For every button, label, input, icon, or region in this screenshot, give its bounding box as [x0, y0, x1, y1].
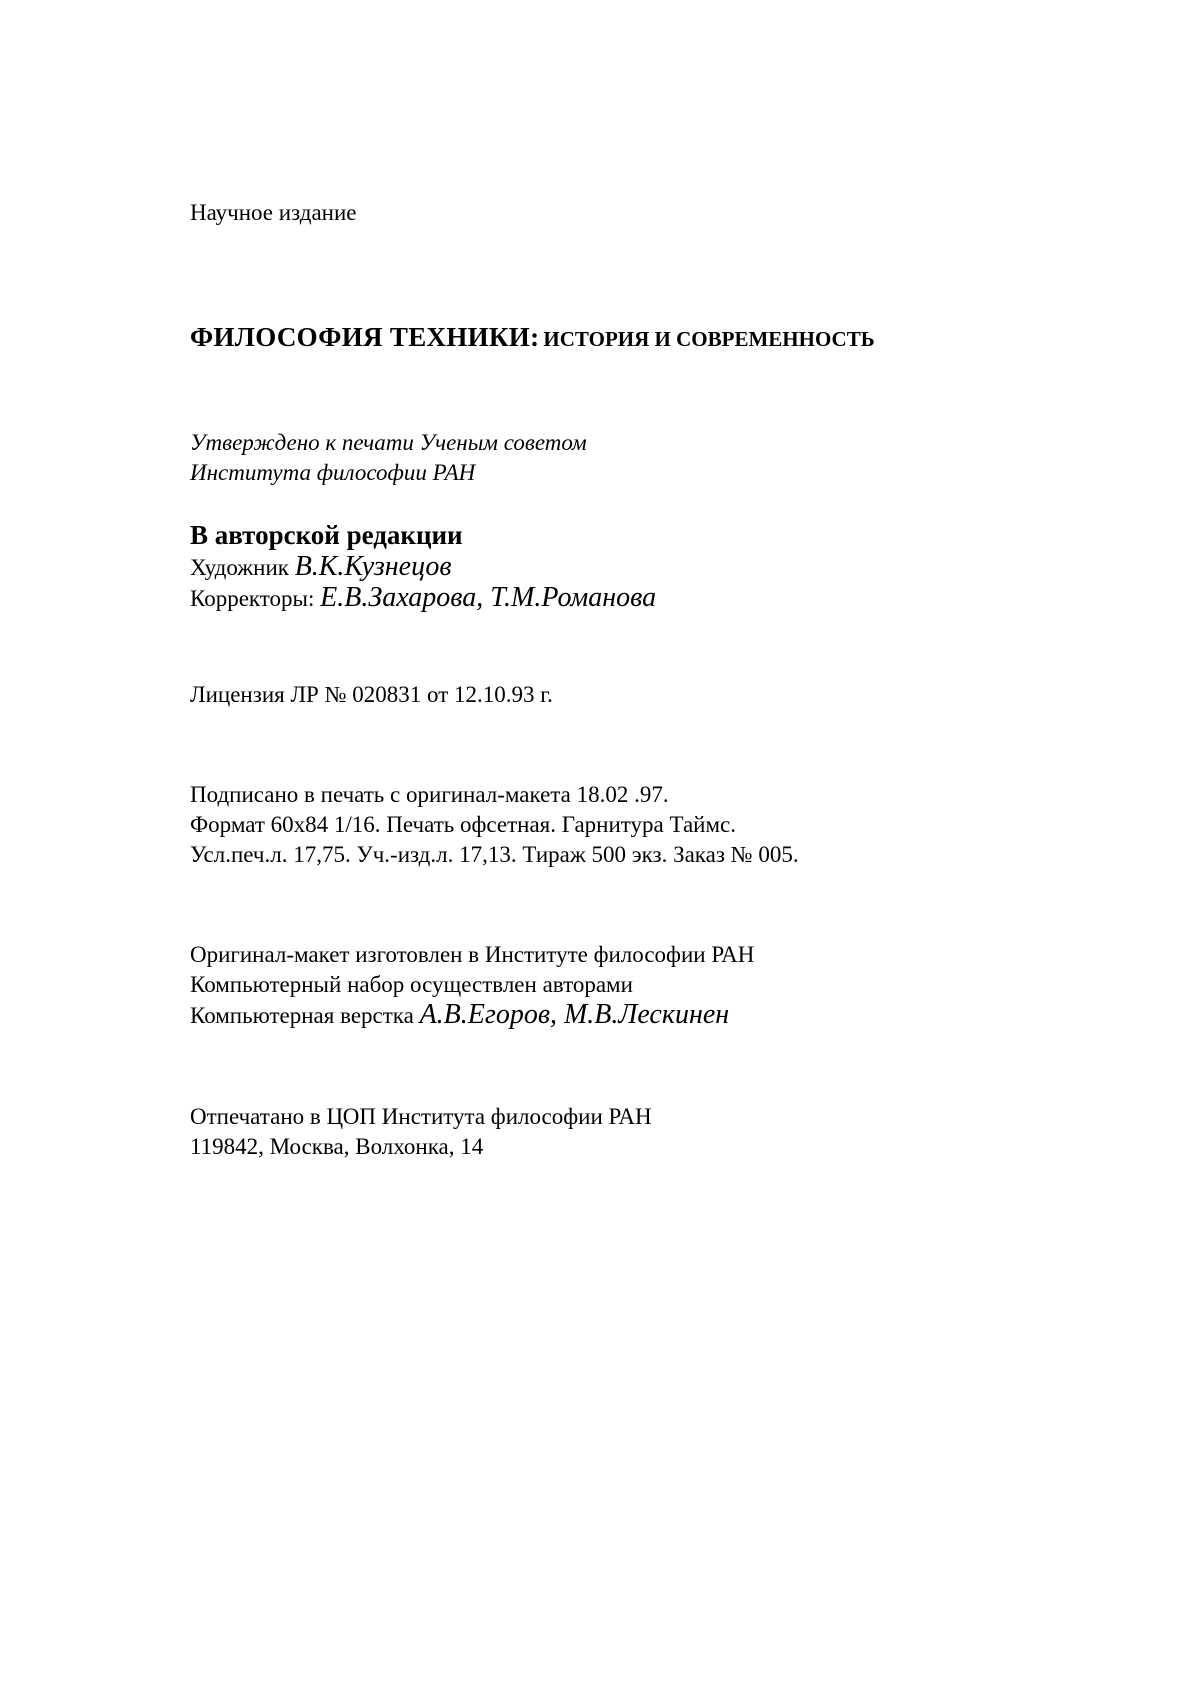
book-title-sub: ИСТОРИЯ И СОВРЕМЕННОСТЬ — [543, 327, 875, 351]
print-info-line-1: Подписано в печать с оригинал-макета 18.02 .97. — [190, 782, 669, 807]
printer-block — [190, 1102, 652, 1162]
approval-line-2: Института философии РАН — [190, 460, 476, 485]
edition-type: Научное издание — [190, 200, 357, 225]
credits-heading: В авторской редакции — [190, 520, 463, 550]
license-text: Лицензия ЛР № 020831 от 12.10.93 г. — [190, 682, 553, 707]
print-info-block — [190, 780, 799, 870]
artist-name: В.К.Кузнецов — [294, 551, 452, 582]
print-info-line-2: Формат 60х84 1/16. Печать офсетная. Гарнитура Таймс. — [190, 812, 737, 837]
layout-names: А.В.Егоров, М.В.Лескинен — [419, 999, 730, 1030]
artist-line — [190, 552, 656, 583]
production-line-2: Компьютерный набор осуществлен авторами — [190, 972, 633, 997]
layout-label: Компьютерная верстка — [190, 1003, 414, 1028]
print-info-line-3: Усл.печ.л. 17,75. Уч.-изд.л. 17,13. Тираж 500 экз. Заказ № 005. — [190, 842, 799, 867]
production-line-3 — [190, 1000, 754, 1031]
license-block — [190, 680, 553, 710]
production-block — [190, 940, 754, 1031]
credits-block — [190, 518, 656, 614]
artist-label: Художник — [190, 555, 289, 580]
book-title — [190, 322, 875, 353]
book-title-main: ФИЛОСОФИЯ ТЕХНИКИ: — [190, 322, 540, 352]
correctors-line — [190, 583, 656, 614]
approval-block — [190, 428, 587, 488]
correctors-label: Корректоры: — [190, 586, 315, 611]
production-line-1: Оригинал-макет изготовлен в Институте философии РАН — [190, 942, 755, 967]
printer-line-1: Отпечатано в ЦОП Института философии РАН — [190, 1104, 652, 1129]
edition-type-block — [190, 198, 356, 228]
printer-line-2: 119842, Москва, Волхонка, 14 — [190, 1134, 484, 1159]
approval-line-1: Утверждено к печати Ученым советом — [190, 430, 587, 455]
correctors-names: Е.В.Захарова, Т.М.Романова — [320, 582, 657, 613]
